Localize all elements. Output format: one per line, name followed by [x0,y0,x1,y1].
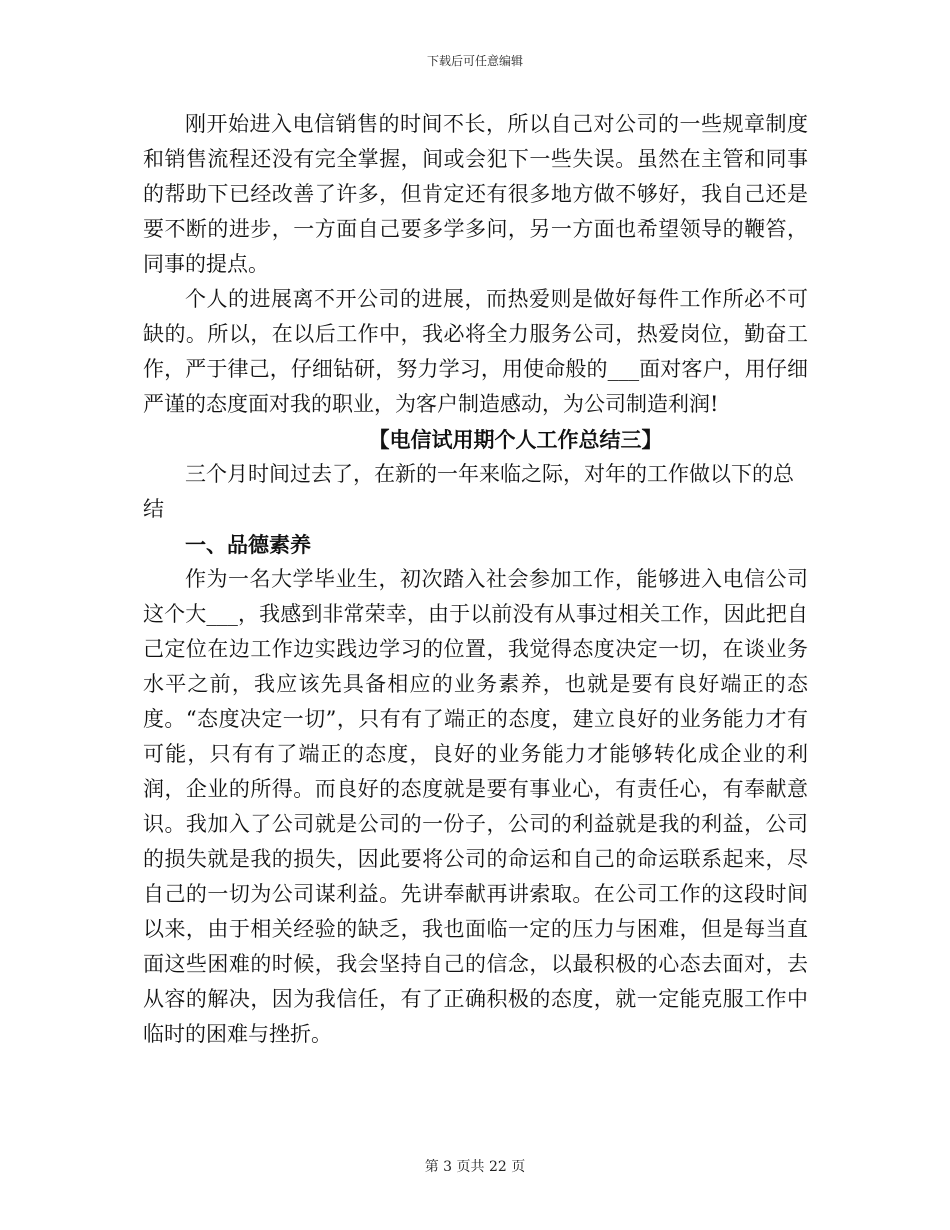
section-heading-1: 一、品德素养 [185,532,311,557]
section-title: 【电信试用期个人工作总结三】 [368,427,663,452]
document-body [143,107,808,1052]
page-header: 下载后可任意编辑 [426,54,523,68]
paragraph-1: 刚开始进入电信销售的时间不长，所以自己对公司的一些规章制度和销售流程还没有完全掌握，间或会犯下一些失误。虽然在主管和同事的帮助下已经改善了许多，但肯定还有很多地方做不够好，我自己还是要不断的进步，一方面自己要多学多问，另一方面也希望领导的鞭笞，同事的提点。 [143,112,808,276]
paragraph-4: 作为一名大学毕业生，初次踏入社会参加工作，能够进入电信公司这个大___，我感到非常荣幸，由于以前没有从事过相关工作，因此把自己定位在边工作边实践边学习的位置，我觉得态度决定一切，在谈业务水平之前，我应该先具备相应的业务素养，也就是要有良好端正的态度。“态度决定一切”，只有有了端正的态度，建立良好的业务能力才有可能，只有有了端正的态度，良好的业务能力才能够转化成企业的利润，企业的所得。而良好的态度就是要有事业心，有责任心，有奉献意识。我加入了公司就是公司的一份子，公司的利益就是我的利益，公司的损失就是我的损失，因此要将公司的命运和自己的命运联系起来，尽自己的一切为公司谋利益。先讲奉献再讲索取。在公司工作的这段时间以来，由于相关经验的缺乏，我也面临一定的压力与困难，但是每当直面这些困难的时候，我会坚持自己的信念，以最积极的心态去面对，去从容的解决，因为我信任，有了正确积极的态度，就一定能克服工作中临时的困难与挫折。 [143,567,808,1046]
paragraph-3: 三个月时间过去了，在新的一年来临之际，对年的工作做以下的总结 [143,462,794,521]
page-footer: 第 3 页共 22 页 [424,1159,526,1175]
paragraph-2: 个人的进展离不开公司的进展，而热爱则是做好每件工作所必不可缺的。所以，在以后工作中，我必将全力服务公司，热爱岗位，勤奋工作，严于律己，仔细钻研，努力学习，用使命般的___面对客户，用仔细严谨的态度面对我的职业，为客户制造感动，为公司制造利润! [143,287,808,416]
